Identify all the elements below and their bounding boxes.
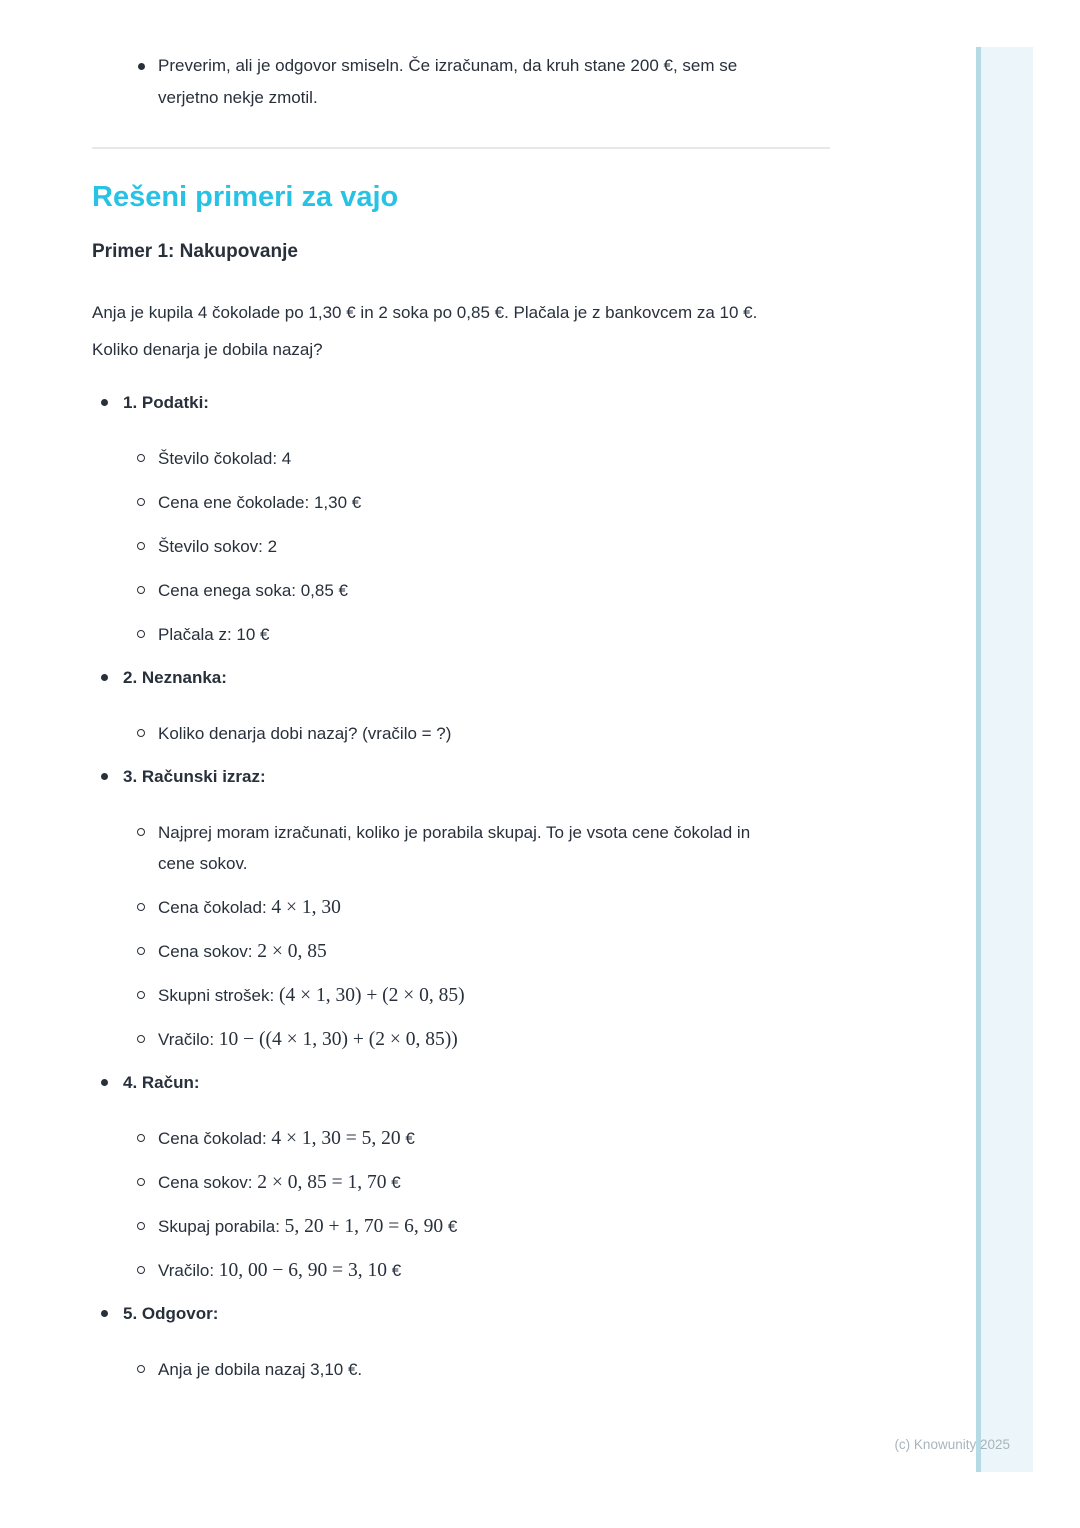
sub-list	[137, 1354, 830, 1385]
list-item	[137, 718, 830, 749]
item-text: Cena čokolad:	[158, 898, 272, 917]
sub-list	[137, 718, 830, 749]
list-item: Preverim, ali je odgovor smiseln. Če izračunam, da kruh stane 200 €, sem se verjetno nekje zmotil.	[137, 50, 758, 114]
item-text: Skupni strošek:	[158, 986, 279, 1005]
step-label: 2. Neznanka:	[123, 668, 227, 687]
list-item	[137, 1354, 830, 1385]
section-divider	[92, 147, 830, 149]
item-text: Število sokov: 2	[158, 537, 278, 556]
math-expression: 4 × 1, 30 = 5, 20	[271, 1128, 401, 1149]
math-expression: 10 − ((4 × 1, 30) + (2 × 0, 85))	[218, 1029, 458, 1050]
list-item	[137, 817, 788, 879]
section-heading: Rešeni primeri za vajo	[92, 181, 399, 213]
list-item	[137, 892, 830, 923]
math-expression: 2 × 0, 85	[257, 941, 327, 962]
item-suffix: €	[387, 1261, 402, 1280]
item-text: Vračilo:	[158, 1261, 219, 1280]
list-item	[137, 1211, 830, 1242]
list-item	[137, 1167, 830, 1198]
item-text: Cena enega soka: 0,85 €	[158, 581, 348, 600]
step-odgovor	[92, 1299, 830, 1385]
example-title: Primer 1: Nakupovanje	[92, 241, 298, 262]
list-item	[137, 980, 830, 1011]
item-text: Vračilo:	[158, 1030, 219, 1049]
list-item	[137, 531, 830, 562]
math-expression: 4 × 1, 30	[271, 897, 341, 918]
item-text: Cena sokov:	[158, 942, 258, 961]
intro-bullet-list	[92, 50, 830, 114]
step-label: 4. Račun:	[123, 1073, 200, 1092]
item-text: Cena čokolad:	[158, 1129, 272, 1148]
list-item	[137, 1255, 830, 1286]
math-expression: (4 × 1, 30) + (2 × 0, 85)	[278, 985, 465, 1006]
list-item	[137, 1123, 830, 1154]
item-text: Število čokolad: 4	[158, 449, 292, 468]
item-suffix: €	[400, 1129, 415, 1148]
math-expression: 10, 00 − 6, 90 = 3, 10	[218, 1260, 388, 1281]
steps-list	[92, 388, 830, 1385]
step-label: 1. Podatki:	[123, 393, 209, 412]
item-text: Cena ene čokolade: 1,30 €	[158, 493, 362, 512]
step-label: 5. Odgovor:	[123, 1304, 219, 1323]
page-side-strip	[976, 47, 1033, 1472]
list-item	[137, 443, 830, 474]
list-item	[137, 619, 830, 650]
math-expression: 5, 20 + 1, 70 = 6, 90	[284, 1216, 444, 1237]
problem-text: Anja je kupila 4 čokolade po 1,30 € in 2 soka po 0,85 €. Plačala je z bankovcem za 10 €. Koliko denarja je dobila nazaj?	[92, 303, 758, 359]
sub-list	[137, 443, 830, 650]
step-racunski-izraz	[92, 762, 830, 1055]
item-text: Anja je dobila nazaj 3,10 €.	[158, 1360, 363, 1379]
sub-list	[137, 817, 830, 1055]
list-item	[137, 487, 830, 518]
item-text: Koliko denarja dobi nazaj? (vračilo = ?)	[158, 724, 452, 743]
item-text: Najprej moram izračunati, koliko je porabila skupaj. To je vsota cene čokolad in cene sokov.	[158, 823, 751, 873]
item-text: Plačala z: 10 €	[158, 625, 270, 644]
list-item	[137, 575, 830, 606]
step-neznanka	[92, 663, 830, 749]
document-content	[92, 0, 830, 1398]
item-text: Cena sokov:	[158, 1173, 258, 1192]
item-suffix: €	[386, 1173, 401, 1192]
step-label: 3. Računski izraz:	[123, 767, 266, 786]
item-text: Skupaj porabila:	[158, 1217, 285, 1236]
copyright-notice: (c) Knowunity 2025	[894, 1437, 1010, 1452]
step-podatki	[92, 388, 830, 650]
list-item	[137, 936, 830, 967]
sub-list	[137, 1123, 830, 1286]
math-expression: 2 × 0, 85 = 1, 70	[257, 1172, 387, 1193]
list-item	[137, 1024, 830, 1055]
item-suffix: €	[443, 1217, 458, 1236]
step-racun	[92, 1068, 830, 1286]
